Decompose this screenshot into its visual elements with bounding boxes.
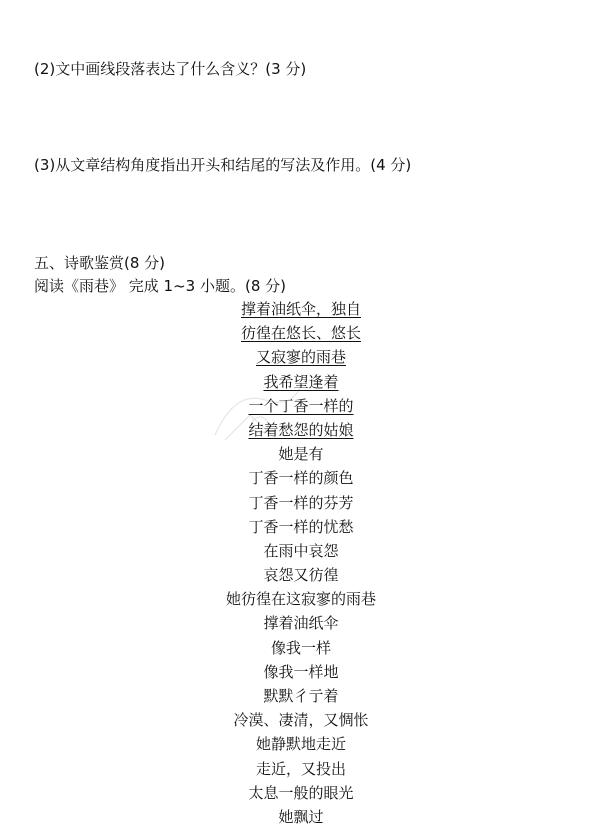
poem-line: 丁香一样的忧愁 bbox=[248, 517, 354, 536]
poem-line: 丁香一样的颜色 bbox=[248, 469, 354, 488]
poem-line: 撑着油纸伞，独自 bbox=[240, 300, 361, 318]
question-2: (2)文中画线段落表达了什么含义？(3 分) bbox=[34, 60, 307, 78]
poem-line: 在雨中哀怨 bbox=[263, 541, 339, 560]
poem bbox=[0, 297, 602, 829]
poem-line: 又寂寥的雨巷 bbox=[255, 348, 346, 367]
poem-line: 她是有 bbox=[278, 445, 324, 464]
poem-line: 冷漠、凄清，又惆怅 bbox=[233, 711, 369, 730]
poem-line: 走近，又投出 bbox=[255, 759, 346, 778]
section-heading: 五、诗歌鉴赏(8 分) bbox=[34, 254, 166, 272]
section-instruction: 阅读《雨巷》 完成 1~3 小题。(8 分) bbox=[34, 277, 286, 295]
poem-line: 丁香一样的芬芳 bbox=[248, 493, 354, 512]
question-3: (3)从文章结构角度指出开头和结尾的写法及作用。(4 分) bbox=[34, 156, 412, 174]
poem-line: 我希望逢着 bbox=[263, 372, 339, 391]
poem-line: 结着愁怨的姑娘 bbox=[248, 420, 354, 439]
poem-line: 她静默地走近 bbox=[255, 735, 346, 754]
poem-line: 撑着油纸伞 bbox=[263, 614, 339, 633]
poem-line: 像我一样 bbox=[270, 638, 331, 657]
poem-line: 默默彳亍着 bbox=[263, 687, 339, 705]
poem-line: 哀怨又彷徨 bbox=[263, 566, 339, 585]
poem-line: 她飘过 bbox=[278, 807, 324, 826]
poem-line: 她彷徨在这寂寥的雨巷 bbox=[225, 590, 376, 609]
poem-line: 太息一般的眼光 bbox=[248, 783, 354, 802]
poem-line: 彷徨在悠长、悠长 bbox=[240, 324, 361, 343]
poem-line: 像我一样地 bbox=[263, 662, 339, 681]
poem-line: 一个丁香一样的 bbox=[248, 396, 354, 415]
